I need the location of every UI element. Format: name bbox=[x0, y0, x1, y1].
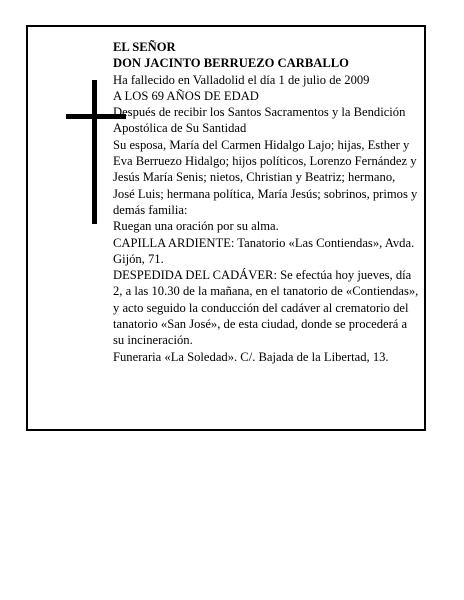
chapel-info: CAPILLA ARDIENTE: Tanatorio «Las Contiendas», Avda. Gijón, 71. bbox=[113, 235, 415, 266]
sacraments-statement: Después de recibir los Santos Sacramentos y la Bendición Apostólica de Su Santidad bbox=[113, 105, 406, 136]
prayer-request: Ruegan una oración por su alma. bbox=[113, 219, 279, 234]
obituary-text bbox=[113, 39, 419, 365]
farewell-info: DESPEDIDA DEL CADÁVER: Se efectúa hoy jueves, día 2, a las 10.30 de la mañana, en el tanatorio de «Contiendas», y acto seguido la conducción del cadáver al crematorio del tanatorio «San José», de esta ciudad, donde se procederá a su incineración. bbox=[113, 268, 419, 348]
family-list: Su esposa, María del Carmen Hidalgo Lajo; hijas, Esther y Eva Berruezo Hidalgo; hijos políticos, Lorenzo Fernández y Jesús María Senis; nietos, Christian y Beatriz; hermano, José Luis; hermana política, María Jesús; sobrinos, primos y demás familia: bbox=[113, 137, 418, 217]
death-statement: Ha fallecido en Valladolid el día 1 de julio de 2009 bbox=[113, 72, 370, 87]
cross-vertical-bar bbox=[92, 80, 97, 224]
notice-title: EL SEÑOR bbox=[113, 40, 176, 54]
age-statement: A LOS 69 AÑOS DE EDAD bbox=[113, 88, 259, 103]
funeral-home-info: Funeraria «La Soledad». C/. Bajada de la Libertad, 13. bbox=[113, 349, 389, 364]
deceased-name: DON JACINTO BERRUEZO CARBALLO bbox=[113, 56, 349, 71]
